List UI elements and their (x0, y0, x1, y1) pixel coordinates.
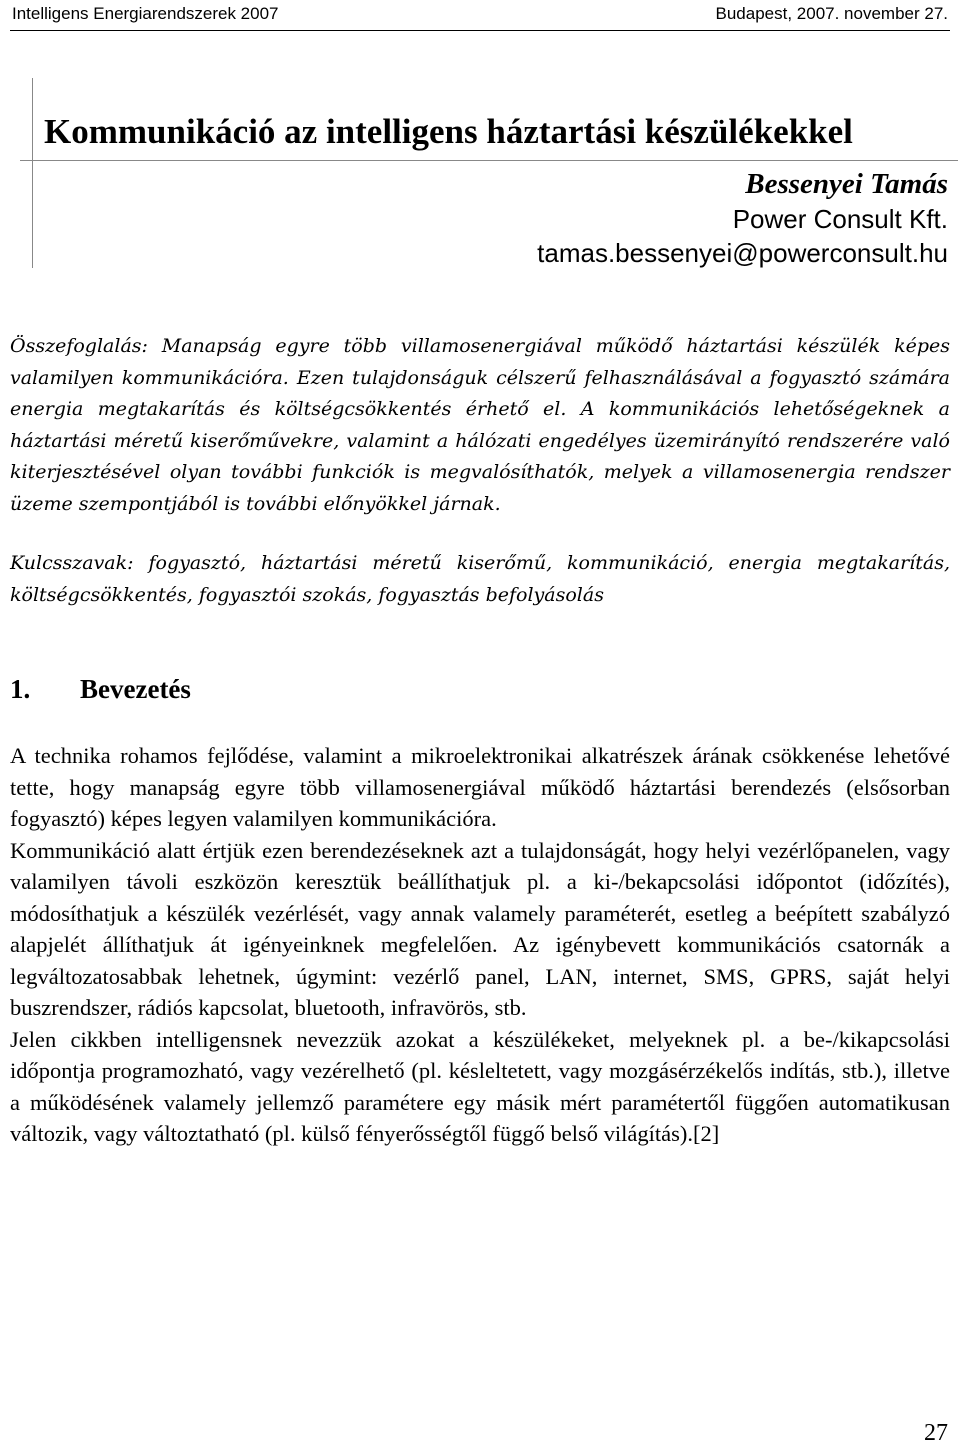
author-organization: Power Consult Kft. (732, 204, 948, 234)
title-rule (20, 160, 958, 161)
title-block-vertical-rule (32, 78, 33, 268)
header-rule (10, 30, 950, 31)
body-paragraph: A technika rohamos fejlődése, valamint a mikroelektronikai alkatrészek árának csökkenése lehetővé tette, hogy manapság egyre több villamosenergiával működő háztartási berendezés (elsősorban fogyasztó) képes legyen valamilyen kommunikációra. (10, 743, 950, 831)
body-paragraph: Kommunikáció alatt értjük ezen berendezéseknek azt a tulajdonságát, hogy helyi vezérlőpanelen, vagy valamilyen távoli eszközön keresztük beállíthatjuk pl. a ki-/bekapcsolási időpontot (időzítés), módosíthatjuk a készülék vezérlését, vagy annak valamely paraméterét, esetleg a beépített szabályzó alapjelét állíthatjuk át igényeinknek megfelelően. Az igénybevett kommunikációs csatornák a legváltozatosabbak lehetnek, úgymint: vezérlő panel, LAN, internet, SMS, GPRS, saját helyi buszrendszer, rádiós kapcsolat, bluetooth, infravörös, stb. (10, 837, 950, 1020)
abstract: Összefoglalás: Manapság egyre több villamosenergiával működő háztartási készülék képes valamilyen kommunikációra. Ezen tulajdonságuk célszerű felhasználásával a fogyasztó számára energia megtakarítás és költségcsökkentés érhető el. A kommunikációs lehetőségeknek a háztartási méretű kiserőművekre, valamint a hálózati engedélyes üzemirányító rendszerére való kiterjesztésével olyan további funkciók is megvalósíthatók, melyek a villamosenergia rendszer üzeme szempontjából is további előnyökkel járnak. (10, 335, 950, 515)
page-number: 27 (924, 1420, 948, 1446)
running-header-right: Budapest, 2007. november 27. (715, 4, 948, 23)
section-number: 1. (10, 674, 31, 704)
keywords: Kulcsszavak: fogyasztó, háztartási méretű kiserőmű, kommunikáció, energia megtakarítás, költségcsökkentés, fogyasztói szokás, fogyasztás befolyásolás (10, 552, 950, 606)
section-body (10, 740, 950, 1150)
running-header-left: Intelligens Energiarendszerek 2007 (12, 4, 279, 23)
body-paragraph: Jelen cikkben intelligensnek nevezzük azokat a készülékeket, melyeknek pl. a be-/kikapcsolási időpontja programozható, vagy vezérelhető (pl. késleltetett, vagy mozgásérzékelős indítás, stb.), illetve a működésének valamely jellemző paramétere egy másik mért paramétertől függően automatikusan változik, vagy változtatható (pl. külső fényerősségtől függő belső világítás).[2] (10, 1026, 950, 1146)
author-name: Bessenyei Tamás (745, 168, 948, 200)
section-heading (10, 674, 191, 705)
paper-title: Kommunikáció az intelligens háztartási készülékekkel (44, 112, 853, 151)
section-title: Bevezetés (80, 674, 191, 704)
author-email: tamas.bessenyei@powerconsult.hu (537, 238, 948, 268)
